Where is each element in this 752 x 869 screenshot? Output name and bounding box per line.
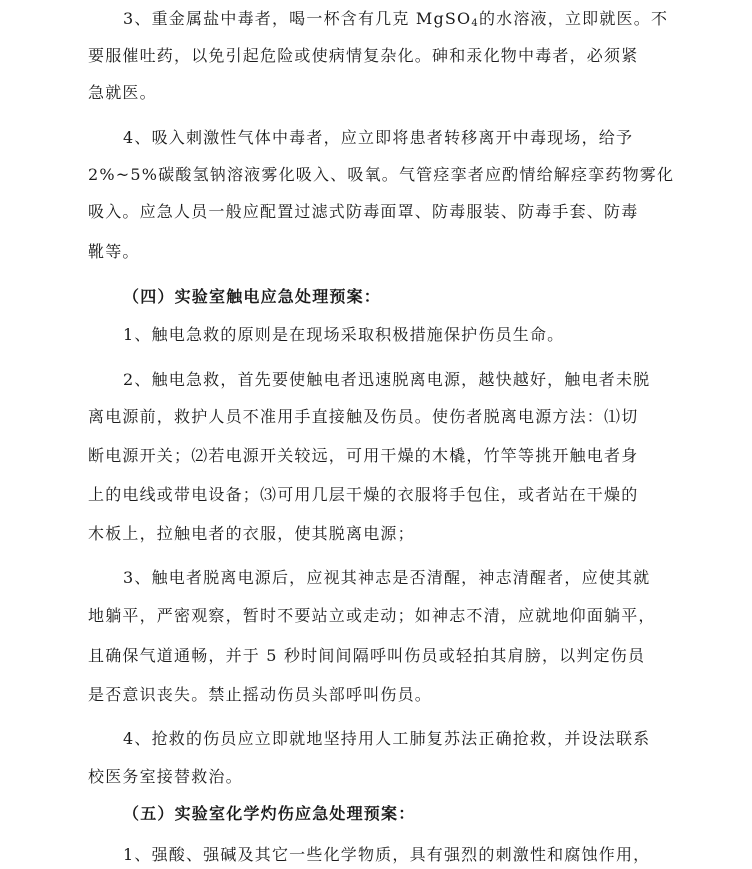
paragraph-3-line-3: 急就医。 <box>88 83 157 102</box>
section-4-item-2-line-2: 离电源前，救护人员不准用手直接触及伤员。使伤者脱离电源方法：⑴切 <box>88 407 639 426</box>
section-4-item-2-line-3: 断电源开关；⑵若电源开关较远，可用干燥的木橇，竹竿等挑开触电者身 <box>88 446 639 465</box>
paragraph-4-line-2: 2%~5%碳酸氢钠溶液雾化吸入、吸氧。气管痉挛者应酌情给解痉挛药物雾化 <box>88 165 675 184</box>
section-4-item-2-line-1: 2、触电急救，首先要使触电者迅速脱离电源，越快越好，触电者未脱 <box>123 370 651 389</box>
section-4-item-1-line-1: 1、触电急救的原则是在现场采取积极措施保护伤员生命。 <box>123 325 565 344</box>
paragraph-4-line-3: 吸入。应急人员一般应配置过滤式防毒面罩、防毒服装、防毒手套、防毒 <box>88 202 639 221</box>
section-4-item-4-line-2: 校医务室接替救治。 <box>88 767 243 786</box>
section-4-heading: （四）实验室触电应急处理预案： <box>123 287 382 306</box>
section-4-item-2-line-5: 木板上，拉触电者的衣服，使其脱离电源； <box>88 524 415 543</box>
section-4-item-2-line-4: 上的电线或带电设备；⑶可用几层干燥的衣服将手包住，或者站在干燥的 <box>88 485 639 504</box>
section-4-item-3-line-4: 是否意识丧失。禁止摇动伤员头部呼叫伤员。 <box>88 685 433 704</box>
text-segment: 3、重金属盐中毒者，喝一杯含有几克 MgSO <box>123 9 472 28</box>
section-5-item-1-line-1: 1、强酸、强碱及其它一些化学物质，具有强烈的刺激性和腐蚀作用， <box>123 845 651 864</box>
section-4-item-3-line-1: 3、触电者脱离电源后，应视其神志是否清醒，神志清醒者，应使其就 <box>123 568 651 587</box>
paragraph-4-line-1: 4、吸入刺激性气体中毒者，应立即将患者转移离开中毒现场，给予 <box>123 128 634 147</box>
section-5-heading: （五）实验室化学灼伤应急处理预案： <box>123 804 416 823</box>
section-4-item-3-line-2: 地躺平，严密观察，暂时不要站立或走动；如神志不清，应就地仰面躺平， <box>88 606 656 625</box>
subscript-4: 4 <box>471 18 479 29</box>
paragraph-3-line-1 <box>0 8 752 30</box>
paragraph-4-line-4: 靴等。 <box>88 242 140 261</box>
section-4-item-3-line-3: 且确保气道通畅，并于 5 秒时间间隔呼叫伤员或轻拍其肩膀，以判定伤员 <box>88 646 646 665</box>
text-segment: 的水溶液，立即就医。不 <box>478 9 669 28</box>
paragraph-3-line-2: 要服催吐药，以免引起危险或使病情复杂化。砷和汞化物中毒者，必须紧 <box>88 46 639 65</box>
section-4-item-4-line-1: 4、抢救的伤员应立即就地坚持用人工肺复苏法正确抢救，并设法联系 <box>123 729 651 748</box>
